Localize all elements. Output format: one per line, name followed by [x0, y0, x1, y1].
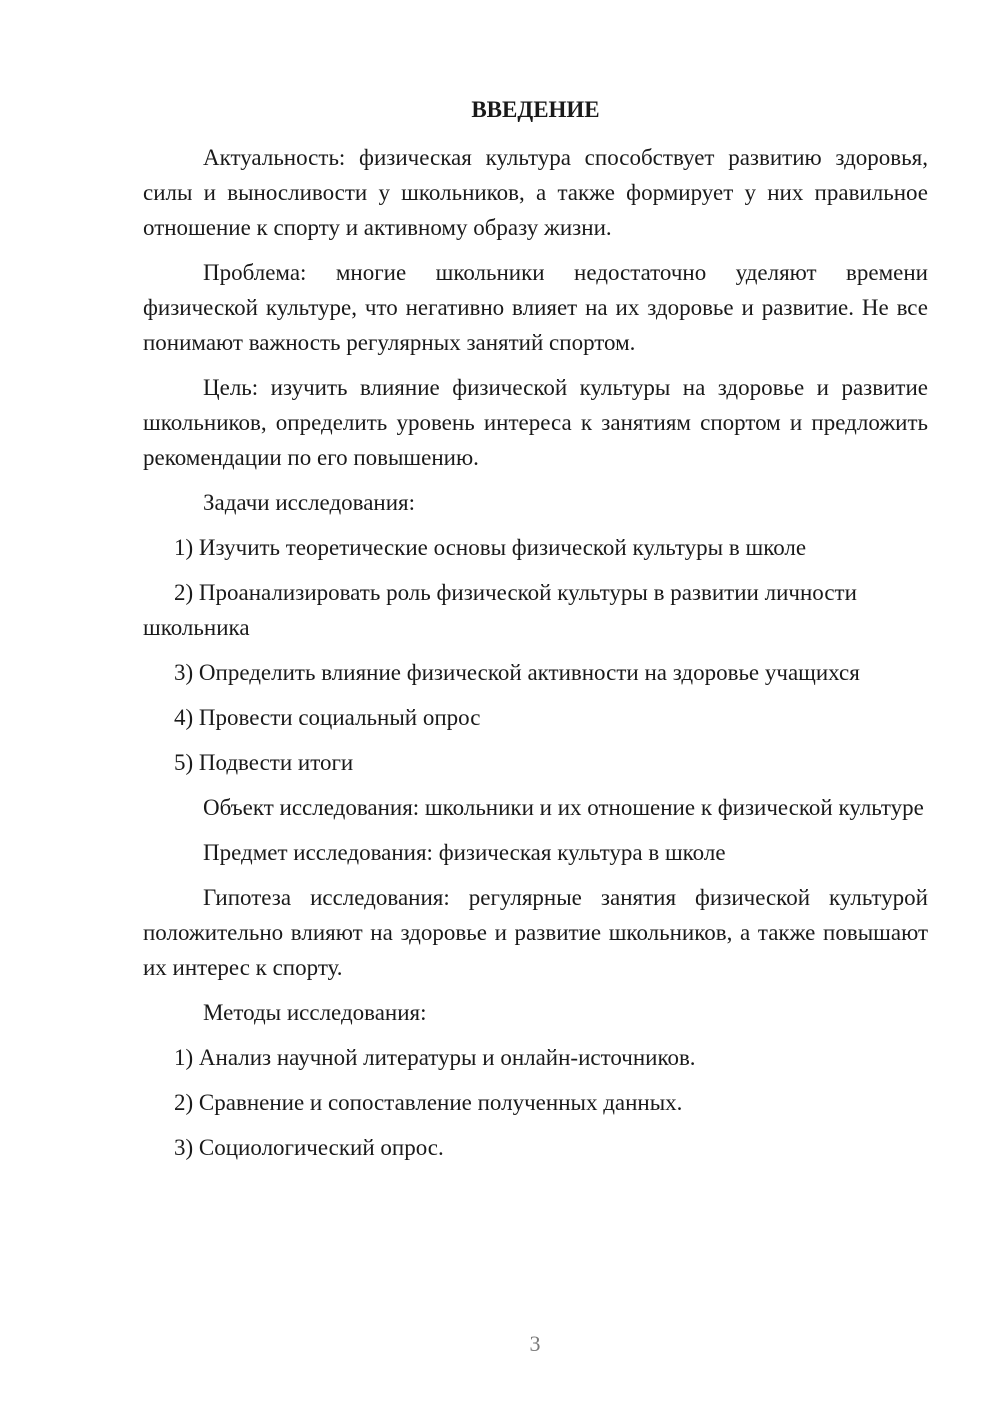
section-title: ВВЕДЕНИЕ	[471, 97, 600, 122]
relevance-paragraph: Актуальность: физическая культура способствует развитию здоровья, силы и выносливости у школьников, а также формирует у них правильное отношение к спорту и активному образу жизни.	[143, 145, 928, 240]
method-item: 1) Анализ научной литературы и онлайн-источников.	[174, 1045, 696, 1070]
goal-paragraph: Цель: изучить влияние физической культуры на здоровье и развитие школьников, определить уровень интереса к занятиям спортом и предложить рекомендации по его повышению.	[143, 375, 928, 470]
task-item: 2) Проанализировать роль физической культуры в развитии личности школьника	[143, 580, 857, 640]
method-item: 2) Сравнение и сопоставление полученных данных.	[174, 1090, 683, 1115]
task-item: 5) Подвести итоги	[174, 750, 354, 775]
page-number: 3	[529, 1331, 541, 1356]
task-item: 3) Определить влияние физической активности на здоровье учащихся	[174, 660, 860, 685]
tasks-heading: Задачи исследования:	[203, 490, 416, 515]
task-item: 1) Изучить теоретические основы физической культуры в школе	[174, 535, 807, 560]
page-content	[143, 90, 928, 1175]
object-paragraph: Объект исследования: школьники и их отношение к физической культуре	[203, 795, 924, 820]
methods-heading: Методы исследования:	[203, 1000, 427, 1025]
problem-paragraph: Проблема: многие школьники недостаточно уделяют времени физической культуре, что негативно влияет на их здоровье и развитие. Не все понимают важность регулярных занятий спортом.	[143, 260, 928, 355]
subject-paragraph: Предмет исследования: физическая культура в школе	[203, 840, 726, 865]
method-item: 3) Социологический опрос.	[174, 1135, 444, 1160]
hypothesis-paragraph: Гипотеза исследования: регулярные занятия физической культурой положительно влияют на здоровье и развитие школьников, а также повышают их интерес к спорту.	[143, 885, 928, 980]
task-item: 4) Провести социальный опрос	[174, 705, 481, 730]
